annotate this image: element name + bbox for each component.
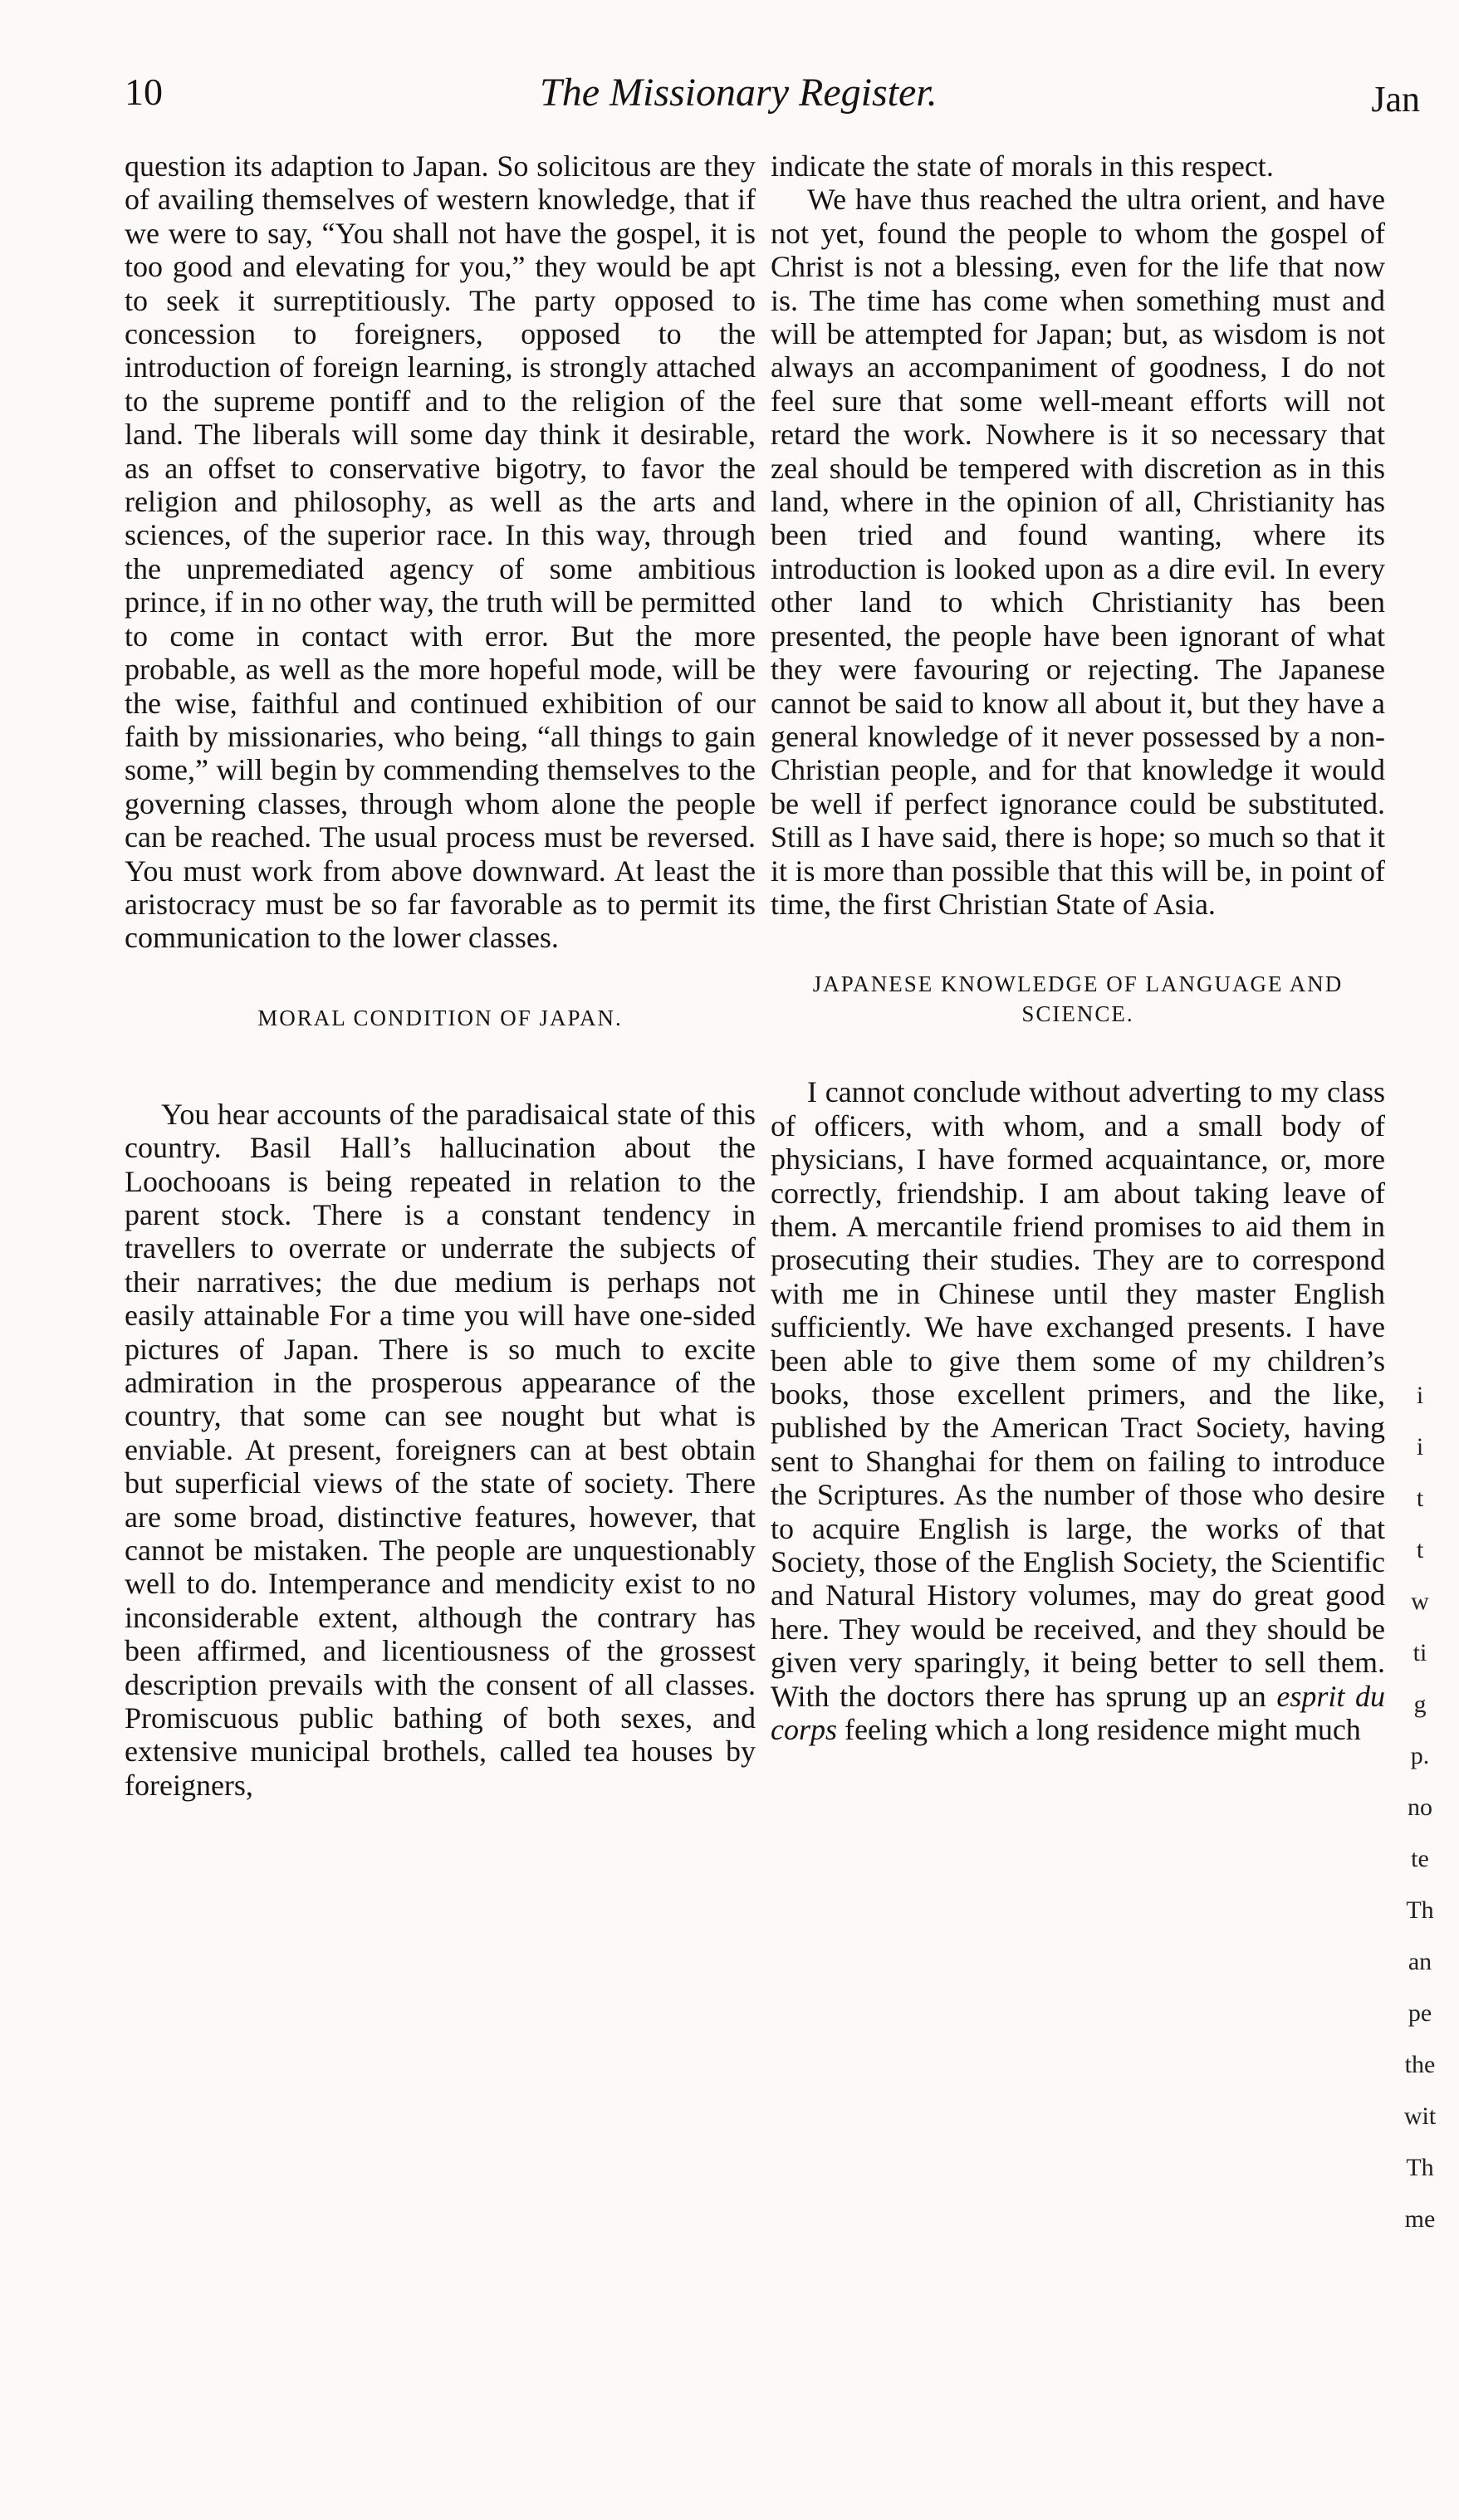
margin-fragment: g [1413, 1691, 1427, 1718]
left-paragraph-1: question its adaption to Japan. So solicitous are they of availing themselves of western knowledge, that if we were to say, “You shall not have the gospel, it is too good and elevating for you,” they would be apt to seek it surreptitiously. The party opposed to concession to foreigners, opposed to the introduction of foreign learning, is strongly attached to the supreme pontiff and to the religion of the land. The liberals will some day think it desirable, as an offset to conservative bigotry, to favor the religion and philosophy, as well as the arts and sciences, of the superior race. In this way, through the unpremediated agency of some ambitious prince, if in no other way, the truth will be permitted to come in contact with error. But the more probable, as well as the more hopeful mode, will be the wise, faithful and continued exhibition of our faith by missionaries, who being, “all things to gain some,” will begin by commending themselves to the governing classes, through whom alone the people can be reached. The usual process must be reversed. You must work from above downward. At least the aristocracy must be so far favorable as to permit its communication to the lower classes. [125, 149, 756, 955]
page-header [125, 70, 1420, 136]
margin-fragment: Th [1406, 2154, 1434, 2181]
margin-fragment: the [1404, 2051, 1436, 2078]
running-title: The Missionary Register. [540, 71, 938, 115]
section-heading-moral-condition: MORAL CONDITION OF JAPAN. [257, 1005, 623, 1030]
margin-fragment: t [1416, 1485, 1424, 1512]
margin-fragment: wit [1403, 2102, 1437, 2130]
margin-fragment: pe [1408, 1999, 1432, 2027]
margin-fragment: i [1416, 1433, 1424, 1461]
right-paragraph-2: We have thus reached the ultra orient, and have not yet, found the people to whom the gospel of Christ is not a blessing, even for the life that now is. The time has come when something must and will be attempted for Japan; but, as wisdom is not always an accompaniment of goodness, I do not feel sure that some well-meant efforts will not retard the work. Nowhere is it so necessary that zeal should be tempered with discretion as in this land, where in the opinion of all, Christianity has been tried and found wanting, where its introduction is looked upon as a dire evil. In every other land to which Christianity has been presented, the people have been ignorant of what they were favouring or rejecting. The Japanese cannot be said to know all about it, but they have a general knowledge of it never possessed by a non-Christian people, and for that knowledge it would be well if perfect ignorance could be substituted. Still as I have said, there is hope; so much so that it it is more than possible that this will be, in point of time, the first Christian State of Asia. [771, 183, 1385, 921]
margin-fragment: me [1404, 2205, 1436, 2233]
page-number: 10 [125, 71, 163, 113]
right-paragraph-1: indicate the state of morals in this respect. [771, 149, 1274, 183]
right-paragraph-3-end: feeling which a long residence might much [837, 1713, 1361, 1747]
margin-fragment: ti [1412, 1639, 1427, 1666]
right-paragraph-3 [771, 1075, 1385, 1746]
right-column [771, 149, 1385, 1746]
section-heading-japanese-knowledge: JAPANESE KNOWLEDGE OF LANGUAGE AND SCIENCE. [812, 971, 1344, 1027]
running-date: Jan [1371, 79, 1420, 120]
margin-fragment: te [1411, 1845, 1429, 1872]
margin-fragment: p. [1410, 1742, 1430, 1769]
adjacent-page-margin-fragments [1391, 1370, 1449, 2245]
right-paragraph-3-italic: esprit du corps [771, 1679, 1385, 1747]
margin-fragment: an [1408, 1948, 1432, 1975]
left-column [125, 149, 756, 1802]
margin-fragment: w [1411, 1588, 1429, 1615]
margin-fragment: no [1408, 1793, 1432, 1821]
margin-fragment: t [1416, 1536, 1424, 1563]
left-paragraph-2: You hear accounts of the paradisaical state of this country. Basil Hall’s hallucination about the Loochooans is being repeated in relation to the parent stock. There is a constant tendency in travellers to overrate or underrate the subjects of their narratives; the due medium is perhaps not easily attainable For a time you will have one-sided pictures of Japan. There is so much to excite admiration in the prosperous appearance of the country, that some can see nought but what is enviable. At present, foreigners can at best obtain but superficial views of the state of society. There are some broad, distinctive features, however, that cannot be mistaken. The people are unquestionably well to do. Intemperance and mendicity exist to no inconsiderable extent, although the contrary has been affirmed, and licentiousness of the grossest description prevails with the consent of all classes. Promiscuous public bathing of both sexes, and extensive municipal brothels, called tea houses by foreigners, [125, 1097, 756, 1802]
margin-fragment: i [1416, 1382, 1424, 1409]
margin-fragment: Th [1406, 1896, 1434, 1924]
right-paragraph-3-start: I cannot conclude without adverting to my class of officers, with whom, and a small body of physicians, I have formed acquaintance, or, more correctly, friendship. I am about taking leave of them. A mercantile friend promises to aid them in prosecuting their studies. They are to correspond with me in Chinese until they master English sufficiently. We have exchanged presents. I have been able to give them some of my children’s books, those excellent primers, and the like, published by the American Tract Society, having sent to Shanghai for them on failing to introduce the Scriptures. As the number of those who desire to acquire English is large, the works of that Society, those of the English Society, the Scientific and Natural History volumes, may do great good here. They would be received, and they should be given very sparingly, it being better to sell them. With the doctors there has sprung up an [771, 1075, 1385, 1713]
